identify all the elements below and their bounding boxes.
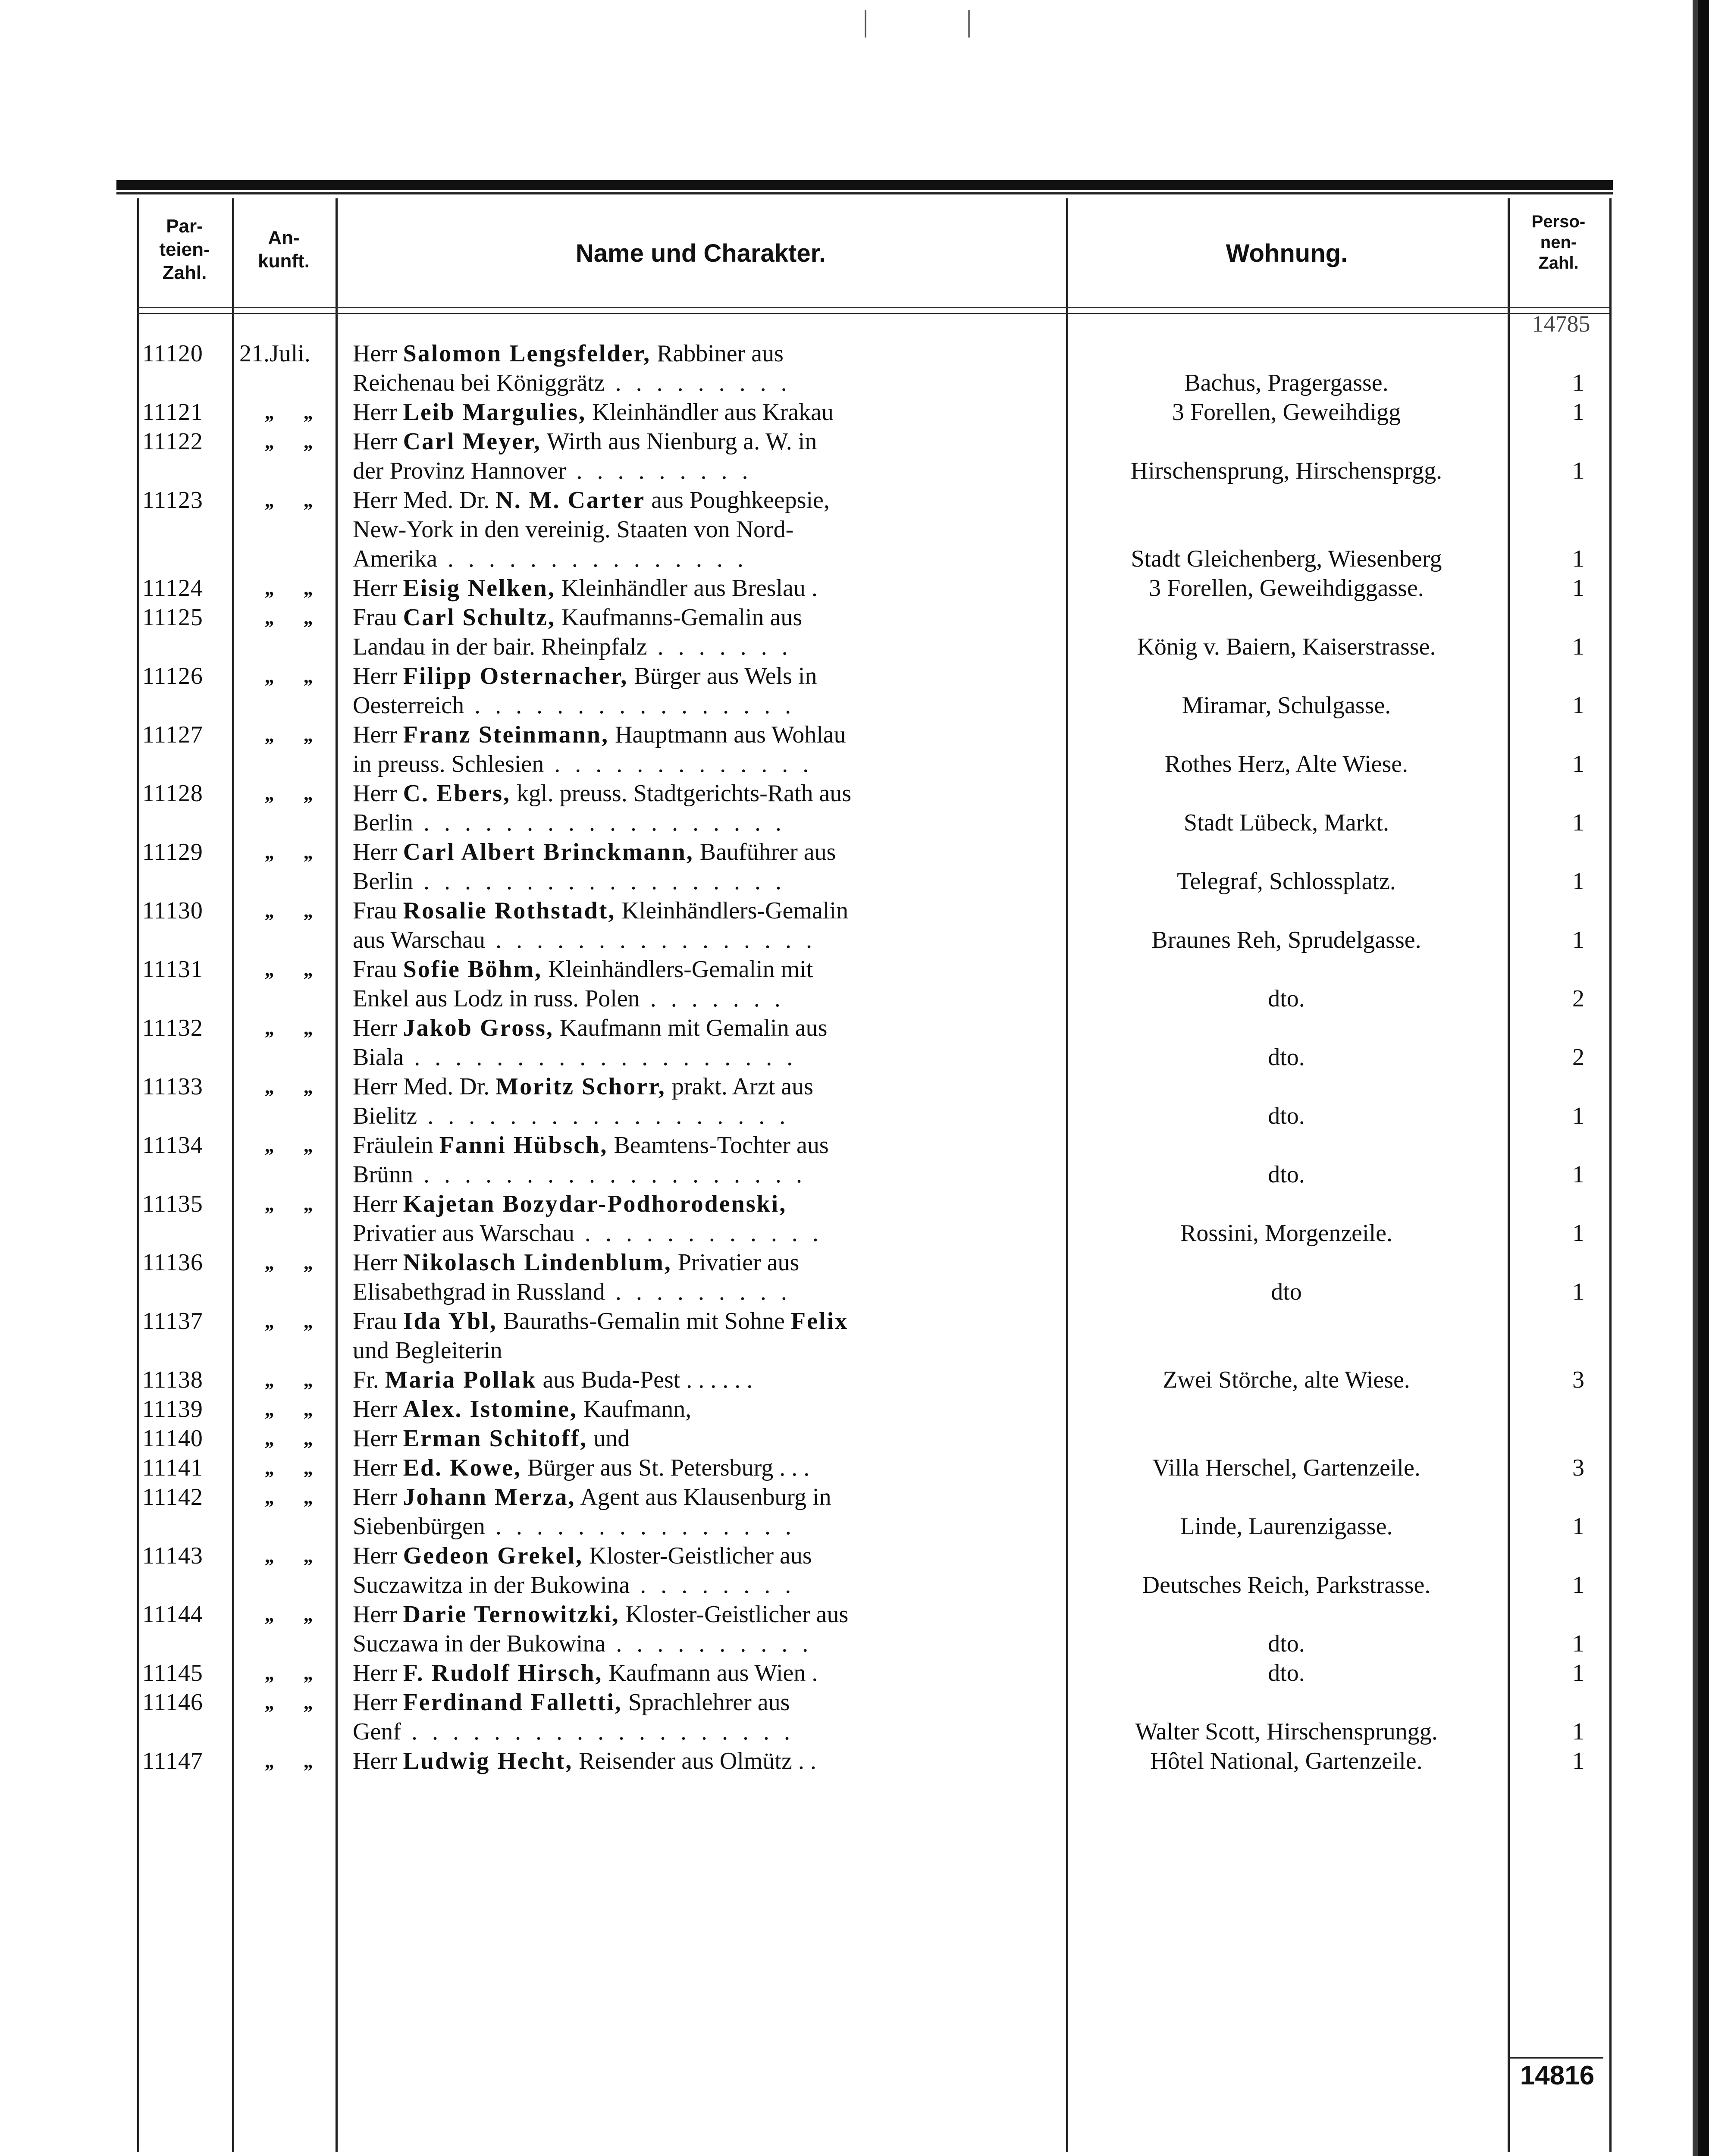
entry-number: 11147 xyxy=(142,1748,203,1774)
lodging: dto xyxy=(1271,1279,1302,1305)
person-count: 3 xyxy=(1572,1366,1584,1393)
guest-name: Darie Ternowitzki, xyxy=(403,1601,620,1628)
guest-name: N. M. Carter xyxy=(495,487,646,514)
person-count: 1 xyxy=(1572,370,1584,396)
name-text: Herr xyxy=(353,780,403,807)
person-count: 1 xyxy=(1572,399,1584,426)
guest-name: Ida Ybl, xyxy=(403,1308,497,1335)
name-line xyxy=(353,1307,1066,1336)
entry-number: 11133 xyxy=(142,1073,203,1100)
entry-number: 11139 xyxy=(142,1396,203,1423)
name-text: . . . . . . . . . . . . . . . . xyxy=(485,927,817,953)
lodging: Hirschensprung, Hirschensprgg. xyxy=(1130,458,1442,484)
name-text: Herr xyxy=(353,1484,403,1510)
header-partei-zahl: Par- teien- Zahl. xyxy=(159,216,210,283)
name-line xyxy=(353,1688,1066,1717)
name-line xyxy=(353,1512,1066,1541)
name-text: Landau in der bair. Rheinpfalz xyxy=(353,633,647,660)
name-text: . . . . . . . xyxy=(640,985,785,1012)
name-text: Brünn xyxy=(353,1161,413,1188)
lodging: Villa Herschel, Gartenzeile. xyxy=(1152,1454,1421,1481)
name-text: New-York in den vereinig. Staaten von Nord- xyxy=(353,516,794,543)
name-text: Herr xyxy=(353,1191,403,1217)
name-text: Herr xyxy=(353,1015,403,1041)
name-text: Frau xyxy=(353,1308,403,1335)
name-text: Herr Med. Dr. xyxy=(353,487,496,514)
lodging: Rothes Herz, Alte Wiese. xyxy=(1164,751,1408,777)
name-text: Kaufmann, xyxy=(577,1396,692,1423)
name-text: aus Buda-Pest . . . . . . xyxy=(536,1366,753,1393)
name-text: Kleinhändler aus Breslau . xyxy=(555,575,818,602)
name-text: . . . . . . . . . . . . . xyxy=(544,751,813,777)
guest-name: Carl Albert Brinckmann, xyxy=(403,839,694,865)
person-count: 1 xyxy=(1572,692,1584,719)
name-text: Rabbiner aus xyxy=(651,340,784,367)
person-count: 1 xyxy=(1572,751,1584,777)
person-count: 1 xyxy=(1572,1660,1584,1686)
name-text: Agent aus Klausenburg in xyxy=(575,1484,831,1510)
name-line xyxy=(353,1541,1066,1570)
name-text: Kaufmann mit Gemalin aus xyxy=(553,1015,828,1041)
entry-number: 11129 xyxy=(142,839,203,865)
name-text: Kaufmann aus Wien . xyxy=(602,1660,818,1686)
column-rule xyxy=(1609,198,1612,2152)
lodging: dto. xyxy=(1268,1103,1305,1129)
guest-name: Ludwig Hecht, xyxy=(403,1748,573,1774)
lodging: Zwei Störche, alte Wiese. xyxy=(1163,1366,1410,1393)
name-text: Kloster-Geistlicher aus xyxy=(619,1601,849,1628)
name-text: Fräulein xyxy=(353,1132,439,1159)
page-shadow xyxy=(1693,0,1698,2156)
person-count: 1 xyxy=(1572,1220,1584,1247)
entry-number: 11123 xyxy=(142,487,203,514)
entry-number: 11144 xyxy=(142,1601,203,1628)
name-text: Bürger aus Wels in xyxy=(628,663,817,689)
person-count: 1 xyxy=(1572,1513,1584,1540)
entry-number: 11124 xyxy=(142,575,203,602)
name-text: . . . . . . . . . . . . . . . . . . xyxy=(413,809,786,836)
name-text: . . . . . . . . . xyxy=(566,458,753,484)
name-line xyxy=(353,515,1066,544)
lodging: Stadt Lübeck, Markt. xyxy=(1184,809,1389,836)
guest-name: Kajetan Bozydar-Podhorodenski, xyxy=(403,1191,787,1217)
name-line xyxy=(353,1629,1066,1658)
guest-name: Salomon Lengsfelder, xyxy=(403,340,651,367)
name-text: prakt. Arzt aus xyxy=(665,1073,813,1100)
name-text: Herr xyxy=(353,1454,403,1481)
name-text: Herr xyxy=(353,1660,403,1686)
person-count: 1 xyxy=(1572,575,1584,602)
guest-name: Nikolasch Lindenblum, xyxy=(403,1249,672,1276)
entry-number: 11130 xyxy=(142,897,203,924)
name-text: Suczawa in der Bukowina xyxy=(353,1630,606,1657)
scan-mark: | xyxy=(862,5,869,38)
name-text: Frau xyxy=(353,897,403,924)
name-text: Herr xyxy=(353,1748,403,1774)
lodging: dto. xyxy=(1268,985,1305,1012)
name-text: Herr xyxy=(353,1249,403,1276)
name-text: Herr xyxy=(353,399,403,426)
header-wohnung: Wohnung. xyxy=(1226,239,1348,267)
person-count: 1 xyxy=(1572,633,1584,660)
name-text: . . . . . . . . . xyxy=(605,370,791,396)
name-line xyxy=(353,691,1066,720)
lodging: Deutsches Reich, Parkstrasse. xyxy=(1142,1572,1431,1598)
name-text: Herr xyxy=(353,1689,403,1716)
top-rule-thin xyxy=(116,192,1613,194)
name-text: . . . . . . . . . . . . . . . . . . xyxy=(417,1103,790,1129)
name-text: in preuss. Schlesien xyxy=(353,751,544,777)
entry-number: 11141 xyxy=(142,1454,203,1481)
name-text: aus Warschau xyxy=(353,927,486,953)
name-line xyxy=(353,1717,1066,1746)
entry-number: 11143 xyxy=(142,1542,203,1569)
name-line xyxy=(353,603,1066,632)
name-line xyxy=(353,1013,1066,1043)
person-count: 1 xyxy=(1572,1748,1584,1774)
name-text: . . . . . . . . . . . . . . . . . . . xyxy=(404,1044,797,1071)
name-text: . . . . . . . . . . . . . . . . . . xyxy=(413,868,786,895)
name-text: Frau xyxy=(353,956,403,983)
lodging: dto. xyxy=(1268,1630,1305,1657)
name-text: Amerika xyxy=(353,545,437,572)
guest-name: Erman Schitoff, xyxy=(403,1425,588,1452)
name-line xyxy=(353,1072,1066,1101)
name-text: Herr xyxy=(353,663,403,689)
name-line xyxy=(353,1219,1066,1248)
guest-name: F. Rudolf Hirsch, xyxy=(403,1660,603,1686)
name-line xyxy=(353,720,1066,749)
name-text: Frau xyxy=(353,604,403,631)
person-count: 2 xyxy=(1572,1044,1584,1071)
name-line xyxy=(353,1336,1066,1365)
entry-number: 11140 xyxy=(142,1425,203,1452)
name-text: . . . . . . . . . . . . . . . xyxy=(485,1513,796,1540)
name-text: . . . . . . . . . . . . . . . xyxy=(437,545,748,572)
name-line xyxy=(353,837,1066,867)
entry-number: 11131 xyxy=(142,956,203,983)
lodging: 3 Forellen, Geweihdigg xyxy=(1172,399,1401,426)
guest-name: Carl Meyer, xyxy=(403,428,541,455)
name-text: . . . . . . . . xyxy=(630,1572,796,1598)
name-line xyxy=(353,779,1066,808)
guest-name: Jakob Gross, xyxy=(403,1015,554,1041)
name-line xyxy=(353,398,1066,427)
page-edge xyxy=(1698,0,1709,2156)
name-text: Herr xyxy=(353,1425,403,1452)
name-line xyxy=(353,1160,1066,1189)
top-rule xyxy=(116,180,1613,190)
entry-number: 11125 xyxy=(142,604,203,631)
person-count: 1 xyxy=(1572,809,1584,836)
name-line xyxy=(353,486,1066,515)
carry-over-count: 14785 xyxy=(1532,311,1590,337)
name-text: Berlin xyxy=(353,809,413,836)
lodging: dto. xyxy=(1268,1161,1305,1188)
name-line xyxy=(353,867,1066,896)
name-line xyxy=(353,749,1066,779)
name-text: . . . . . . . . . xyxy=(605,1279,791,1305)
name-line xyxy=(353,1482,1066,1512)
name-text: aus Poughkeepsie, xyxy=(645,487,830,514)
lodging: Hôtel National, Gartenzeile. xyxy=(1150,1748,1423,1774)
column-rule xyxy=(232,198,234,2152)
person-count: 1 xyxy=(1572,1161,1584,1188)
name-text: Bielitz xyxy=(353,1103,417,1129)
name-line xyxy=(353,661,1066,691)
name-text: und Begleiterin xyxy=(353,1337,502,1364)
lodging: Stadt Gleichenberg, Wiesenberg xyxy=(1131,545,1442,572)
name-text: Herr xyxy=(353,428,403,455)
name-text: kgl. preuss. Stadtgerichts-Rath aus xyxy=(511,780,852,807)
name-text: . . . . . . . . . . . . xyxy=(574,1220,823,1247)
name-text: Berlin xyxy=(353,868,413,895)
person-count: 1 xyxy=(1572,458,1584,484)
name-line xyxy=(353,427,1066,456)
name-text: Herr Med. Dr. xyxy=(353,1073,496,1100)
guest-name: Ferdinand Falletti, xyxy=(403,1689,622,1716)
name-line xyxy=(353,544,1066,573)
person-count: 1 xyxy=(1572,1718,1584,1745)
name-text: Kleinhändlers-Gemalin xyxy=(615,897,848,924)
entry-number: 11122 xyxy=(142,428,203,455)
person-count: 1 xyxy=(1572,868,1584,895)
name-text: Privatier aus xyxy=(671,1249,800,1276)
name-text: Herr xyxy=(353,1396,403,1423)
name-text: Bürger aus St. Petersburg . . . xyxy=(521,1454,810,1481)
lodging: Rossini, Morgenzeile. xyxy=(1180,1220,1393,1247)
name-text: Biala xyxy=(353,1044,404,1071)
name-text: Kleinhändler aus Krakau xyxy=(586,399,834,426)
name-line xyxy=(353,1248,1066,1277)
person-count: 1 xyxy=(1572,1279,1584,1305)
name-line xyxy=(353,1658,1066,1688)
name-text: . . . . . . . . . . xyxy=(605,1630,813,1657)
name-line xyxy=(353,1746,1066,1776)
guest-name: Gedeon Grekel, xyxy=(403,1542,583,1569)
lodging: dto. xyxy=(1268,1044,1305,1071)
lodging: Bachus, Pragergasse. xyxy=(1184,370,1389,396)
name-text: Suczawitza in der Bukowina xyxy=(353,1572,630,1598)
entry-number: 11145 xyxy=(142,1660,203,1686)
name-line xyxy=(353,632,1066,661)
lodging: 3 Forellen, Geweihdiggasse. xyxy=(1149,575,1424,602)
name-line xyxy=(353,1131,1066,1160)
name-text: Sprachlehrer aus xyxy=(622,1689,790,1716)
person-count: 1 xyxy=(1572,927,1584,953)
lodging: Braunes Reh, Sprudelgasse. xyxy=(1151,927,1421,953)
header-personen-zahl: Perso- nen- Zahl. xyxy=(1531,212,1586,273)
name-line xyxy=(353,984,1066,1013)
name-line xyxy=(353,368,1066,398)
name-text: . . . . . . . . . . . . . . . . xyxy=(464,692,796,719)
lodging: König v. Baiern, Kaiserstrasse. xyxy=(1137,633,1436,660)
guest-name: C. Ebers, xyxy=(403,780,511,807)
name-line xyxy=(353,1600,1066,1629)
name-text: Privatier aus Warschau xyxy=(353,1220,574,1247)
guest-name: Eisig Nelken, xyxy=(403,575,555,602)
name-line xyxy=(353,1043,1066,1072)
person-count: 3 xyxy=(1572,1454,1584,1481)
person-count: 1 xyxy=(1572,1572,1584,1598)
total-persons: 14816 xyxy=(1520,2061,1595,2090)
name-text: Fr. xyxy=(353,1366,385,1393)
entry-number: 11126 xyxy=(142,663,203,689)
entry-number: 11136 xyxy=(142,1249,203,1276)
name-line xyxy=(353,1570,1066,1600)
name-line xyxy=(353,1453,1066,1482)
name-line xyxy=(353,339,1066,368)
guest-name: Carl Schultz, xyxy=(403,604,555,631)
person-count: 1 xyxy=(1572,1630,1584,1657)
arrival-date: 21.Juli. xyxy=(239,340,310,367)
name-text: Bauraths-Gemalin mit Sohne xyxy=(497,1308,791,1335)
name-text: Herr xyxy=(353,839,403,865)
column-rule xyxy=(336,198,338,2152)
name-line xyxy=(353,1395,1066,1424)
guest-name: Ed. Kowe, xyxy=(403,1454,521,1481)
column-rule xyxy=(1508,198,1510,2152)
guest-name: Alex. Istomine, xyxy=(403,1396,577,1423)
name-text: Enkel aus Lodz in russ. Polen xyxy=(353,985,640,1012)
column-rule xyxy=(137,198,139,2152)
header-rule xyxy=(137,307,1609,308)
name-text: . . . . . . . xyxy=(647,633,792,660)
name-text: Siebenbürgen xyxy=(353,1513,485,1540)
header-name-charakter: Name und Charakter. xyxy=(575,239,826,267)
name-text: Herr xyxy=(353,1542,403,1569)
name-text: und xyxy=(587,1425,630,1452)
guest-name: Johann Merza, xyxy=(403,1484,576,1510)
name-line xyxy=(353,896,1066,925)
name-text: . . . . . . . . . . . . . . . . . . . xyxy=(413,1161,806,1188)
name-text: der Provinz Hannover xyxy=(353,458,566,484)
name-line xyxy=(353,925,1066,955)
entry-number: 11127 xyxy=(142,721,203,748)
guest-name: Maria Pollak xyxy=(385,1366,537,1393)
name-line xyxy=(353,1189,1066,1219)
name-text: Bauführer aus xyxy=(693,839,836,865)
person-count: 1 xyxy=(1572,1103,1584,1129)
name-text: Genf xyxy=(353,1718,401,1745)
guest-name: Moritz Schorr, xyxy=(495,1073,666,1100)
name-line xyxy=(353,573,1066,603)
guest-name: Fanni Hübsch, xyxy=(439,1132,608,1159)
name-text: Herr xyxy=(353,721,403,748)
name-text: Wirth aus Nienburg a. W. in xyxy=(541,428,817,455)
entry-number: 11132 xyxy=(142,1015,203,1041)
name-line xyxy=(353,955,1066,984)
entry-number: 11137 xyxy=(142,1308,203,1335)
name-line xyxy=(353,808,1066,837)
guest-name: Felix xyxy=(790,1308,849,1335)
lodging: Miramar, Schulgasse. xyxy=(1182,692,1391,719)
name-text: Herr xyxy=(353,1601,403,1628)
name-line xyxy=(353,1424,1066,1453)
person-count: 1 xyxy=(1572,545,1584,572)
entry-number: 11146 xyxy=(142,1689,203,1716)
name-text: Kleinhändlers-Gemalin mit xyxy=(542,956,813,983)
guest-name: Filipp Osternacher, xyxy=(403,663,628,689)
name-line xyxy=(353,1365,1066,1395)
name-text: Kaufmanns-Gemalin aus xyxy=(555,604,803,631)
name-line xyxy=(353,1277,1066,1307)
name-text: Reisender aus Olmütz . . xyxy=(573,1748,816,1774)
name-line xyxy=(353,456,1066,486)
guest-name: Rosalie Rothstadt, xyxy=(403,897,616,924)
name-text: Kloster-Geistlicher aus xyxy=(583,1542,812,1569)
entry-number: 11138 xyxy=(142,1366,203,1393)
name-text: . . . . . . . . . . . . . . . . . . . xyxy=(401,1718,794,1745)
person-count: 2 xyxy=(1572,985,1584,1012)
name-line xyxy=(353,1101,1066,1131)
entry-number: 11135 xyxy=(142,1191,203,1217)
entry-number: 11121 xyxy=(142,399,203,426)
scan-mark: | xyxy=(966,5,972,38)
entry-number: 11128 xyxy=(142,780,203,807)
guest-name: Franz Steinmann, xyxy=(403,721,609,748)
entry-number: 11134 xyxy=(142,1132,203,1159)
name-text: Oesterreich xyxy=(353,692,464,719)
name-text: Herr xyxy=(353,340,403,367)
guest-name: Leib Margulies, xyxy=(403,399,586,426)
lodging: Walter Scott, Hirschensprungg. xyxy=(1135,1718,1438,1745)
name-text: Herr xyxy=(353,575,403,602)
name-text: Reichenau bei Königgrätz xyxy=(353,370,605,396)
guest-name: Sofie Böhm, xyxy=(403,956,542,983)
total-rule xyxy=(1509,2057,1603,2059)
header-rule xyxy=(137,313,1609,314)
lodging: dto. xyxy=(1268,1660,1305,1686)
name-text: Beamtens-Tochter aus xyxy=(608,1132,829,1159)
entry-number: 11120 xyxy=(142,340,203,367)
header-ankunft: An- kunft. xyxy=(258,227,310,272)
lodging: Telegraf, Schlossplatz. xyxy=(1177,868,1396,895)
name-text: Hauptmann aus Wohlau xyxy=(608,721,846,748)
lodging: Linde, Laurenzigasse. xyxy=(1180,1513,1393,1540)
name-text: Elisabethgrad in Russland xyxy=(353,1279,605,1305)
entry-number: 11142 xyxy=(142,1484,203,1510)
